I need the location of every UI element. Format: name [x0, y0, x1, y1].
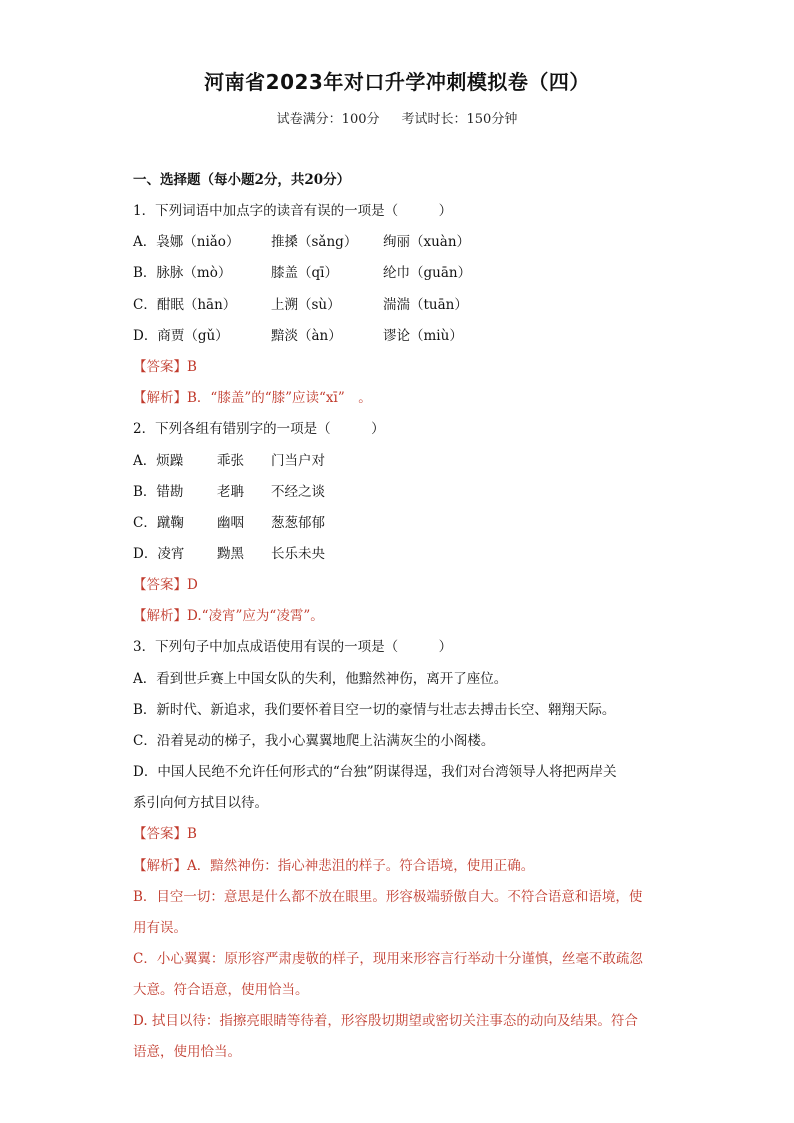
analysis-text: D.“凌宵”应为“凌霄”。 — [187, 608, 324, 624]
question-3-option-d-cont: 系引向何方拭目以待。 — [133, 795, 268, 811]
question-1-option-b — [133, 263, 471, 283]
option-word: D．凌宵 — [133, 546, 185, 562]
option-word: 长乐未央 — [271, 546, 325, 562]
answer-value: B — [187, 359, 197, 375]
option-word: A．烦躁 — [133, 453, 184, 469]
option-word: B．脉脉（mò） — [133, 265, 232, 281]
question-1-analysis — [133, 388, 372, 408]
page-title: 河南省2023年对口升学冲刺模拟卷（四） — [204, 70, 590, 94]
option-word: D．商贾（gǔ） — [133, 328, 229, 344]
question-2-option-b — [133, 482, 325, 502]
option-word: 推搡（sǎng） — [271, 234, 358, 250]
option-word: 膝盖（qī） — [271, 265, 338, 281]
question-1-option-a — [133, 232, 470, 252]
option-word: 葱葱郁郁 — [271, 515, 325, 531]
answer-label: 【答案】 — [133, 577, 187, 593]
section-heading: 一、选择题（每小题2分，共20分） — [133, 172, 351, 188]
question-3-option-c: C．沿着晃动的梯子，我小心翼翼地爬上沾满灰尘的小阁楼。 — [133, 733, 495, 749]
analysis-line: 语意，使用恰当。 — [133, 1044, 241, 1060]
option-word: 幽咽 — [217, 515, 244, 531]
exam-duration: 考试时长：150分钟 — [401, 112, 518, 127]
option-word: 乖张 — [217, 453, 244, 469]
full-score: 试卷满分：100分 — [276, 112, 380, 127]
question-2-option-c — [133, 513, 325, 533]
option-word: 黝黑 — [217, 546, 244, 562]
question-3-analysis — [133, 856, 534, 876]
question-3-answer — [133, 824, 197, 844]
analysis-text: A．黯然神伤：指心神悲沮的样子。符合语境，使用正确。 — [187, 858, 535, 874]
option-word: B．错勘 — [133, 484, 184, 500]
analysis-line: 大意。符合语意，使用恰当。 — [133, 982, 309, 998]
question-1-stem: 1．下列词语中加点字的读音有误的一项是（ ） — [133, 203, 453, 219]
question-2-stem: 2．下列各组有错别字的一项是（ ） — [133, 421, 385, 437]
option-word: 上溯（sù） — [271, 297, 341, 313]
analysis-line: C．小心翼翼：原形容严肃虔敬的样子，现用来形容言行举动十分谨慎，丝毫不敢疏忽 — [133, 951, 643, 967]
analysis-line: D. 拭目以待：指擦亮眼睛等待着，形容殷切期望或密切关注事态的动向及结果。符合 — [133, 1013, 638, 1029]
analysis-label: 【解析】 — [133, 390, 187, 406]
option-word: 黯淡（àn） — [271, 328, 342, 344]
option-word: 门当户对 — [271, 453, 325, 469]
option-word: 老聃 — [217, 484, 244, 500]
question-2-option-d — [133, 544, 325, 564]
question-1-option-d — [133, 326, 463, 346]
option-word: C．酣眠（hān） — [133, 297, 237, 313]
question-3-option-d: D．中国人民绝不允许任何形式的“台独”阴谋得逞，我们对台湾领导人将把两岸关 — [133, 764, 617, 780]
option-word: A．袅娜（niǎo） — [133, 234, 240, 250]
question-2-answer — [133, 575, 198, 595]
answer-value: D — [187, 577, 198, 593]
answer-label: 【答案】 — [133, 359, 187, 375]
option-word: C．蹴鞠 — [133, 515, 184, 531]
answer-label: 【答案】 — [133, 826, 187, 842]
question-1-answer — [133, 357, 197, 377]
question-3-option-b: B．新时代、新追求，我们要怀着目空一切的豪情与壮志去搏击长空、翱翔天际。 — [133, 702, 616, 718]
option-word: 绚丽（xuàn） — [383, 234, 471, 250]
analysis-line: 用有误。 — [133, 920, 187, 936]
option-word: 纶巾（guān） — [383, 265, 472, 281]
option-word: 谬论（miù） — [383, 328, 463, 344]
question-3-stem: 3．下列句子中加点成语使用有误的一项是（ ） — [133, 639, 453, 655]
question-1-option-c — [133, 295, 468, 315]
question-3-option-a: A．看到世乒赛上中国女队的失利，他黯然神伤，离开了座位。 — [133, 671, 508, 687]
exam-meta — [0, 108, 794, 127]
option-word: 不经之谈 — [271, 484, 325, 500]
analysis-text: B．“膝盖”的“膝”应读“xī” 。 — [187, 390, 372, 406]
analysis-line: B．目空一切：意思是什么都不放在眼里。形容极端骄傲自大。不符合语意和语境，使 — [133, 889, 643, 905]
answer-value: B — [187, 826, 197, 842]
option-word: 湍湍（tuān） — [383, 297, 468, 313]
analysis-label: 【解析】 — [133, 858, 187, 874]
question-2-option-a — [133, 451, 325, 471]
analysis-label: 【解析】 — [133, 608, 187, 624]
question-2-analysis — [133, 606, 324, 626]
